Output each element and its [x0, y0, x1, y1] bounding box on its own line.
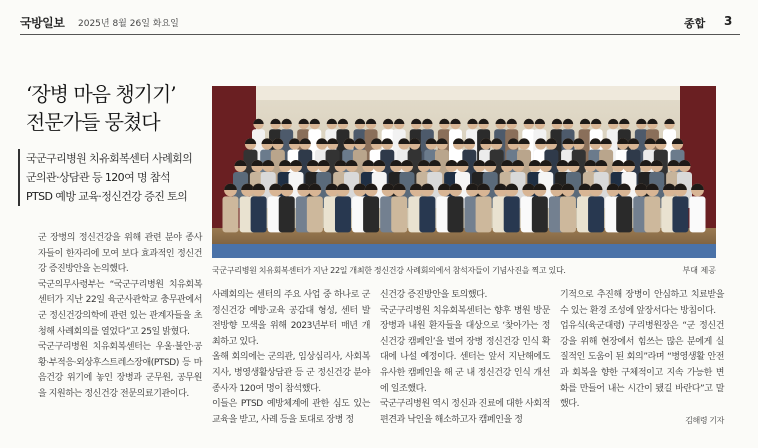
section-label: 종합 — [684, 17, 706, 30]
group-photo-image — [212, 86, 716, 258]
paragraph: 업유식(육군대령) 구리병원장은 “군 정신건강을 위해 현장에서 힘쓰는 많은 분에게 실질적인 도움이 된 회의”라며 “병영생활 안전과 회복을 향한 구체적이고 지속 가능한 변화를 만들어 내는 시간이 됐길 바란다”고 말했다. — [560, 321, 724, 410]
subheadline-line-2: 군의관·상담관 등 120여 명 참석 — [26, 171, 170, 184]
subheadline-line-1: 국군구리병원 치유회복센터 사례회의 — [26, 152, 193, 165]
masthead — [20, 14, 740, 32]
photo-person-body — [447, 196, 463, 232]
photo-person-body — [616, 196, 632, 232]
photo-caption — [212, 265, 716, 277]
photo-person-body — [504, 196, 520, 232]
photo-person-body — [672, 196, 688, 232]
subheadline — [18, 149, 216, 206]
photo-person-body — [391, 196, 407, 232]
article-column-1 — [38, 231, 202, 403]
paragraph: 기적으로 추진해 장병이 안심하고 치료받을 수 있는 환경 조성에 앞장서다는 방침이다. — [560, 290, 724, 316]
article-column-2 — [212, 288, 370, 428]
paragraph: 이들은 PTSD 예방체계에 관한 심도 있는 교육을 받고, 사례 등을 토대로 장병 정 — [212, 399, 370, 425]
paragraph: 국군의무사령부는 “국군구리병원 치유회복센터가 지난 22일 육군사관학교 충무관에서 군 정신건강의학에 관련 있는 관계자들을 초청해 사례회의를 열었다”고 25일 밝혔다. — [38, 279, 202, 337]
headline-line-1: ‘장병 마음 챙기기’ — [26, 82, 176, 106]
photo-person-body — [560, 196, 576, 232]
paragraph: 국군구리병원 치유회복센터는 향후 병원 방문 장병과 내원 환자들을 대상으로 ‘찾아가는 정신건강 캠페인’을 벌여 장병 정신건강 인식 확대에 나설 예정이다. 센터는 앞서 지난해에도 유사한 캠페인을 해 군 내 정신건강 인식 개선에 일조했다. — [380, 305, 550, 394]
paragraph: 신건강 증진방안을 토의했다. — [380, 290, 487, 300]
publication-date: 2025년 8월 26일 화요일 — [78, 19, 179, 29]
article-column-4 — [560, 288, 724, 428]
paragraph: 군 장병의 정신건강을 위해 관련 분야 종사자들이 한자리에 모여 보다 효과적인 정신건강 증진방안을 논의했다. — [38, 233, 202, 275]
subheadline-line-3: PTSD 예방 교육·정신건강 증진 토의 — [26, 190, 188, 203]
photo-person-body — [690, 196, 706, 232]
headline — [26, 80, 206, 136]
page-number: 3 — [724, 14, 733, 28]
photo-person-body — [251, 196, 267, 232]
photo-person-body — [335, 196, 351, 232]
paragraph: 국군구리병원 치유회복센터는 우울·불안·공황·부적응·외상후스트레스장애(PTSD) 등 마음건강 위기에 놓인 장병과 군무원, 공무원을 지원하는 정신건강 전문의료기관이다. — [38, 342, 202, 399]
photo-person-body — [476, 196, 492, 232]
photo-person-body — [588, 196, 604, 232]
article-column-3 — [380, 288, 550, 428]
header-divider — [20, 34, 740, 35]
reporter-byline: 김해령 기자 — [685, 415, 724, 425]
photo-person-body — [279, 196, 295, 232]
newspaper-name: 국방일보 — [20, 16, 65, 30]
paragraph: 올해 회의에는 군의관, 임상심리사, 사회복지사, 병영생활상담관 등 군 정신건강 분야 종사자 120여 명이 참석했다. — [212, 352, 370, 394]
photo-credit: 부대 제공 — [682, 266, 716, 275]
photo-person-body — [419, 196, 435, 232]
group-photo — [212, 86, 716, 258]
paragraph: 국군구리병원 역시 정신과 진료에 대한 사회적 편견과 낙인을 해소하고자 캠페인을 정 — [380, 399, 550, 425]
caption-text: 국군구리병원 치유회복센터가 지난 22일 개최한 정신건강 사례회의에서 참석자들이 기념사진을 찍고 있다. — [212, 266, 566, 275]
paragraph: 사례회의는 센터의 주요 사업 중 하나로 군 정신건강 예방·교육 공감대 형성, 센터 발전방향 모색을 위해 2023년부터 매년 개최하고 있다. — [212, 290, 370, 347]
photo-person-body — [223, 196, 239, 232]
photo-person-body — [532, 196, 548, 232]
photo-person-body — [363, 196, 379, 232]
photo-person-body — [307, 196, 323, 232]
photo-person-body — [644, 196, 660, 232]
headline-line-2: 전문가들 뭉쳤다 — [26, 110, 160, 134]
